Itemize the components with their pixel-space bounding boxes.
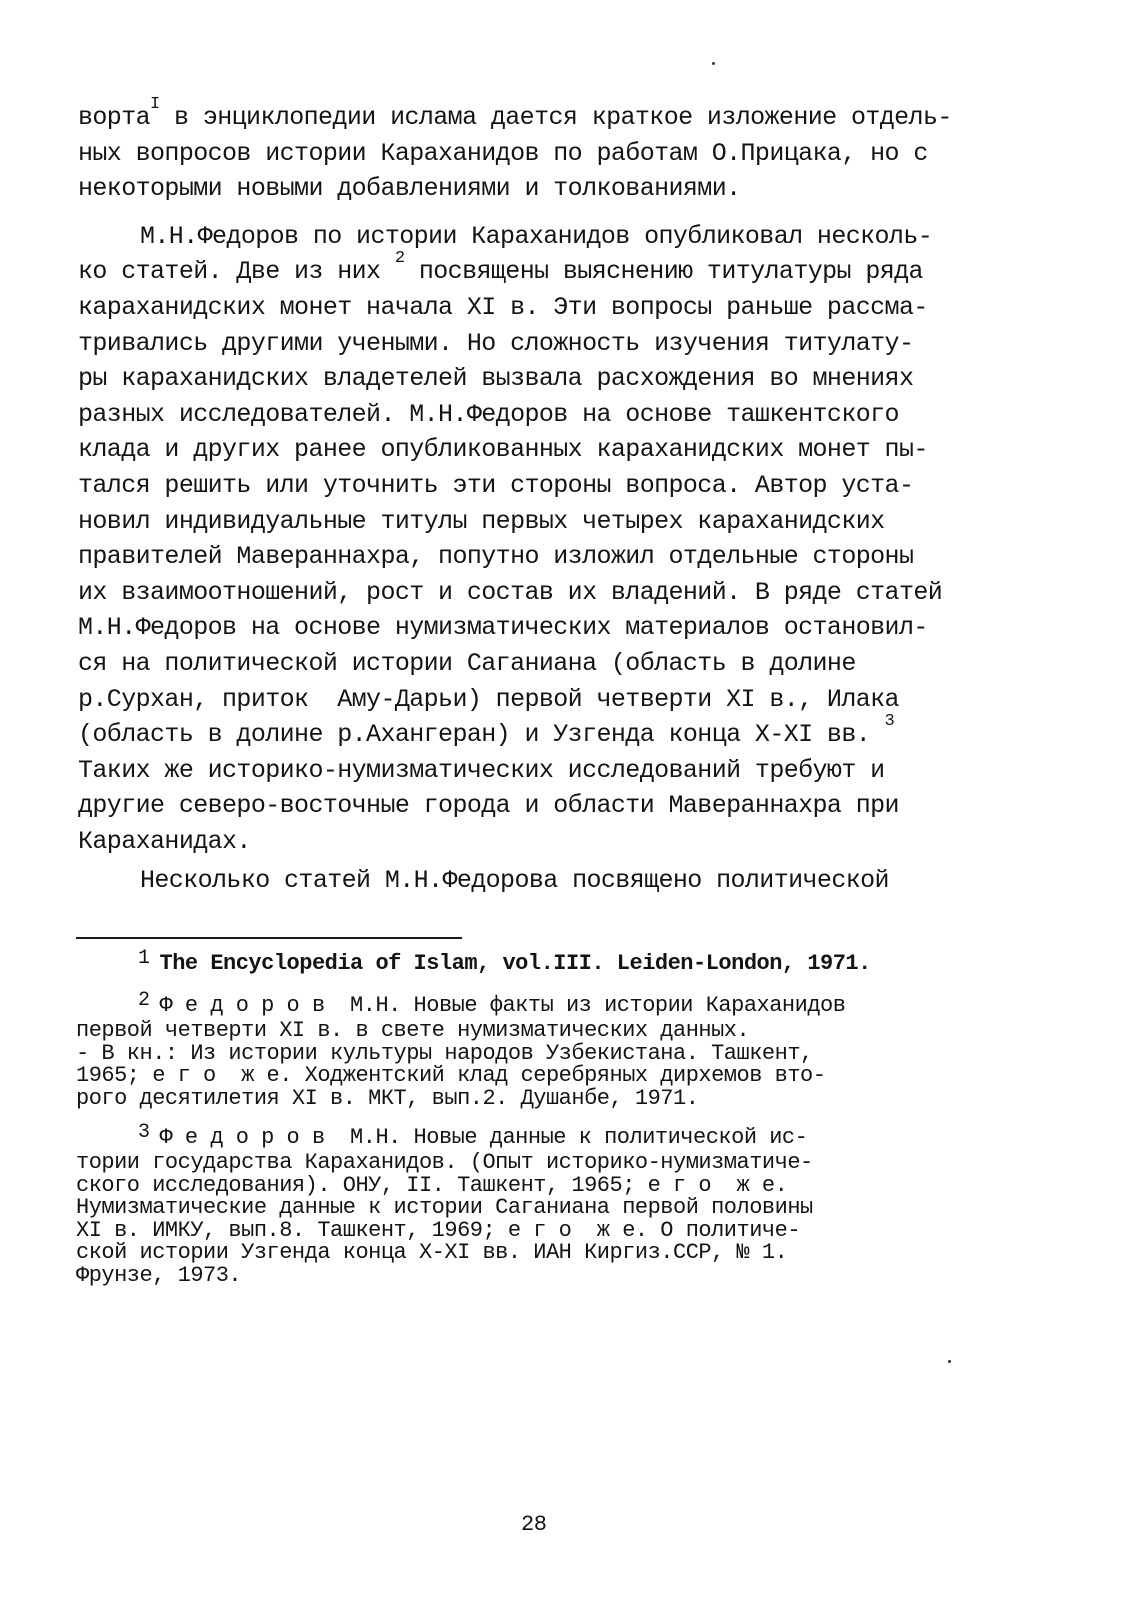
text-line: ворта$^I$ в энциклопедии ислама дается краткое изложение отдель- [78, 95, 952, 132]
footnote-ref: 2 [394, 249, 405, 269]
footnote [76, 947, 1046, 978]
footnote-text: XI в. ИМКУ, вып.8. Ташкент, 1969; е г о ж е. О политиче- [76, 1217, 801, 1243]
footnote-text: - В кн.: Из истории культуры народов Узбекистана. Ташкент, [76, 1040, 813, 1066]
text-line: тривались другими учеными. Но сложность изучения титулату- [78, 328, 914, 358]
footnote-number: 1 [138, 947, 150, 970]
footnote-text: ской истории Узгенда конца Х-XI вв. ИАН Киргиз.ССР, № 1. [76, 1240, 788, 1265]
footnote-text: Ф е д о р о в М.Н. Новые факты из истории Караханидов [159, 993, 846, 1018]
page-number: 28 [521, 1512, 547, 1537]
footnote-text: Нумизматические данные к истории Саганиана первой половины [76, 1195, 813, 1220]
footnote-ref: I [150, 95, 160, 114]
text-line: их взаимоотношений, рост и состав их владений. В ряде статей [78, 577, 943, 607]
footnote-text: Ф е д о р о в М.Н. Новые данные к политической ис- [159, 1125, 808, 1150]
footnote-ref: 3 [884, 712, 895, 732]
text-line: тался решить или уточнить эти стороны вопроса. Автор уста- [78, 470, 914, 500]
main-text [78, 95, 1038, 899]
text-line: правителей Мавераннахра, попутно изложил отдельные стороны [78, 542, 914, 572]
text-line: р.Сурхан, приток Аму-Дарьи) первой четверти XI в., Илака [78, 684, 899, 714]
text-line: М.Н.Федоров по истории Караханидов опубликовал несколь- [140, 221, 933, 251]
text-line: Таких же историко-нумизматических исследований требуют и [78, 755, 885, 785]
text-line: Несколько статей М.Н.Федорова посвящено политической [140, 866, 889, 896]
text-line: разных исследователей. М.Н.Федоров на основе ташкентского [78, 399, 899, 429]
text-line: новил индивидуальные титулы первых четырех караханидских [78, 506, 885, 536]
footnote-text: рого десятилетия XI в. МКТ, вып.2. Душанбе, 1971. [76, 1085, 699, 1111]
footnotes [76, 947, 1046, 1301]
footnote-text: первой четверти XI в. в свете нумизматических данных. [76, 1018, 750, 1043]
footnote-divider [76, 937, 462, 939]
scan-speck [712, 62, 715, 65]
footnote-text: The Encyclopedia of Islam, vol.III. Leiden-London, 1971. [159, 951, 871, 976]
text-line: клада и других ранее опубликованных караханидских монет пы- [78, 435, 928, 465]
footnote-text: тории государства Караханидов. (Опыт историко-нумизматиче- [76, 1150, 813, 1175]
text-line: М.Н.Федоров на основе нумизматических материалов остановил- [78, 613, 928, 643]
footnote-text: 1965; е г о ж е. Ходжентский клад серебряных дирхемов вто- [76, 1063, 826, 1088]
footnote [76, 1121, 1046, 1288]
text-line: ных вопросов истории Караханидов по работам О.Прицака, но с [78, 138, 928, 168]
footnote [76, 989, 1046, 1111]
text-line: другие северо-восточные города и области Мавераннахра при [78, 791, 899, 821]
footnote-text: Фрунзе, 1973. [76, 1262, 242, 1288]
text-line: (область в долине р.Ахангеран) и Узгенда конца Х-XI вв. $^3$ [78, 712, 895, 750]
text-line: ры караханидских владетелей вызвала расхождения во мнениях [78, 364, 914, 394]
text-line: ся на политической истории Саганиана (область в долине [78, 648, 856, 678]
footnote-number: 2 [138, 989, 150, 1012]
text-line: ко статей. Две из них $^2$ посвящены выяснению титулатуры ряда [78, 249, 923, 287]
footnote-text: ского исследования). ОНУ, II. Ташкент, 1965; е г о ж е. [76, 1172, 788, 1198]
text-line: Караханидах. [78, 826, 251, 856]
text-line: караханидских монет начала XI в. Эти вопросы раньше рассма- [78, 292, 928, 322]
footnote-number: 3 [138, 1121, 150, 1144]
text-line: некоторыми новыми добавлениями и толкованиями. [78, 174, 741, 204]
scan-speck [948, 1360, 951, 1363]
